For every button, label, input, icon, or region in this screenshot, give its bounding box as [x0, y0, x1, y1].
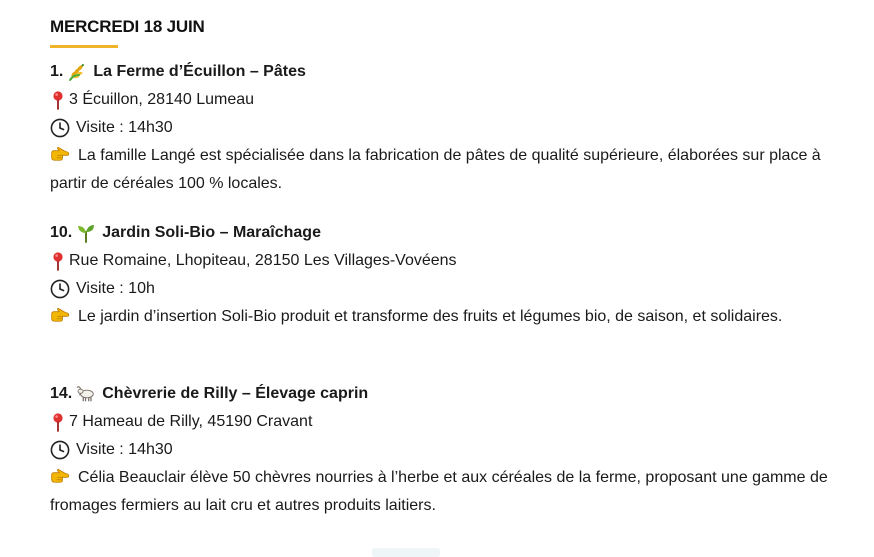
entry-visit-time: [50, 114, 860, 142]
goat-icon: [76, 384, 96, 404]
farm-entry: [50, 380, 860, 520]
entry-address-text: 3 Écuillon, 28140 Lumeau: [69, 91, 255, 108]
grain-ear-icon: [67, 62, 87, 82]
farm-entry: [50, 58, 860, 198]
pointing-hand-icon: [50, 466, 70, 486]
entry-number: 10.: [50, 224, 73, 241]
round-pushpin-icon: [50, 251, 66, 271]
day-title: MERCREDI 18 JUIN: [50, 17, 205, 36]
entry-title-text: La Ferme d’Écuillon – Pâtes: [93, 63, 306, 80]
entry-address: [50, 247, 860, 275]
round-pushpin-icon: [50, 90, 66, 110]
entry-title: [50, 380, 860, 408]
entry-visit-time: [50, 436, 860, 464]
entry-title-text: Chèvrerie de Rilly – Élevage caprin: [102, 385, 369, 402]
clock-icon: [50, 440, 70, 460]
farm-entry: [50, 219, 860, 331]
entry-description-text: La famille Langé est spécialisée dans la fabrication de pâtes de qualité supérieure, élaborées sur place à partir de céréales 100 % locales.: [50, 147, 821, 192]
entry-description-text: Le jardin d’insertion Soli-Bio produit et transforme des fruits et légumes bio, de saison, et solidaires.: [78, 308, 783, 325]
entry-visit-text: Visite : 14h30: [76, 441, 173, 458]
pointing-hand-icon: [50, 144, 70, 164]
entry-address: [50, 86, 860, 114]
pointing-hand-icon: [50, 305, 70, 325]
clock-icon: [50, 279, 70, 299]
entry-visit-text: Visite : 10h: [76, 280, 155, 297]
entry-description-text: Célia Beauclair élève 50 chèvres nourries à l’herbe et aux céréales de la ferme, proposant une gamme de fromages fermiers au lait cru et autres produits laitiers.: [50, 469, 828, 514]
day-title-underline: [50, 45, 118, 48]
entry-address-text: Rue Romaine, Lhopiteau, 28150 Les Villages-Vovéens: [69, 252, 457, 269]
entry-title-text: Jardin Soli-Bio – Maraîchage: [102, 224, 321, 241]
entry-number: 14.: [50, 385, 73, 402]
entry-description: [50, 303, 860, 331]
entry-address-text: 7 Hameau de Rilly, 45190 Cravant: [69, 413, 313, 430]
entry-description: [50, 142, 860, 198]
seedling-icon: [76, 223, 96, 243]
entry-visit-text: Visite : 14h30: [76, 119, 173, 136]
clock-icon: [50, 118, 70, 138]
entry-visit-time: [50, 275, 860, 303]
round-pushpin-icon: [50, 412, 66, 432]
bottom-decoration: [372, 548, 440, 557]
entry-description: [50, 464, 860, 520]
entry-number: 1.: [50, 63, 64, 80]
entry-title: [50, 219, 860, 247]
entry-address: [50, 408, 860, 436]
entry-title: [50, 58, 860, 86]
